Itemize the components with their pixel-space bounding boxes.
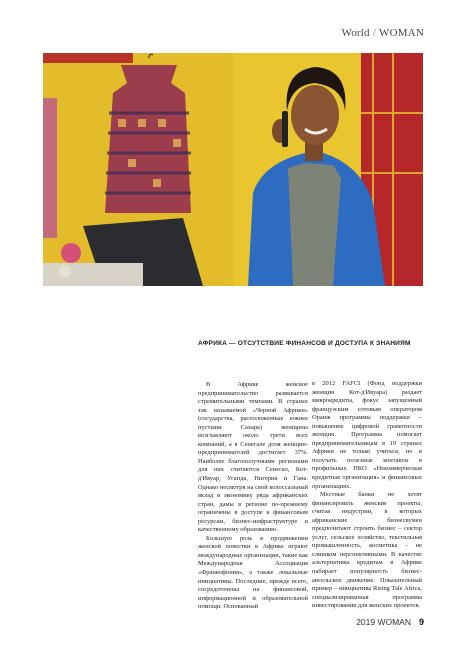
article-photo <box>43 53 423 286</box>
issue-label: 2019 WOMAN <box>356 617 411 627</box>
paragraph: Местные банки не хотят финансировать женские проекты, считая индустрии, в которых африканские бизнесвумен предпочитают строить бизнес – сектор услуг, сельское хозяйство, текстильная промышленность, косметика – не слишком перспективными. В качестве альтернативы кредитам в Африке набирает популярность бизнес-ангельское движение. Показательный пример – инициатива Rising Tale Africa, специализированная программа инвестирования для женских проектов. <box>312 491 422 610</box>
running-header <box>342 27 425 39</box>
text-column-right <box>312 380 422 611</box>
header-separator: / <box>372 27 376 39</box>
magazine-name: WOMAN <box>379 27 424 39</box>
text-column-left <box>198 381 308 612</box>
section-label: World <box>341 27 370 39</box>
page-number: 9 <box>418 617 424 627</box>
paragraph: В Африке женское предпринимательство развивается стремительными темпами. В странах так называемой «Черной Африки» (государства, расположенные южнее пустыни Сахара) женщины возглавляют около трети всех компаний, а в Сенегале доля женщин-предпринимателей достигает 37%. Наиболее благополучными регионами для них считаются Сенегал, Кот-д'Ивуар, Уганда, Нигерия и Гана. Однако несмотря на свой колоссальный вклад в экономику ряда африканских стран, дамы в регионе по-прежнему ограничены в доступе к финансовым ресурсам, бизнес-инфраструктуре и качественному образованию. <box>198 381 308 534</box>
page-footer <box>356 617 424 627</box>
paragraph: Большую роль в продвижении женской повестки в Африке играют международные организации, такие как Международная Ассоциация «Франкофония», а также локальные инициативы. Последние, прежде всего, сосредоточены на финансовой, информационной и образовательной помощи. Основанный <box>198 534 308 611</box>
article-heading: АФРИКА — ОТСУТСТВИЕ ФИНАНСОВ И ДОСТУПА К ЗНАНИЯМ <box>198 340 411 347</box>
paragraph: в 2012 FAFCI (Фонд поддержки женщин Кот-д'Ивуара) раздает микрокредиты, фокус запущенный французским сотовым оператором Оранж программы поддержки – повышение цифровой грамотности женщин. Программа помогает предпринимательницам в 19 странах Африки не только учиться, но и получать полезные контакты в профильных НКО «Некоммерческая кредитная организация» и финансовых организациях. <box>312 380 422 490</box>
